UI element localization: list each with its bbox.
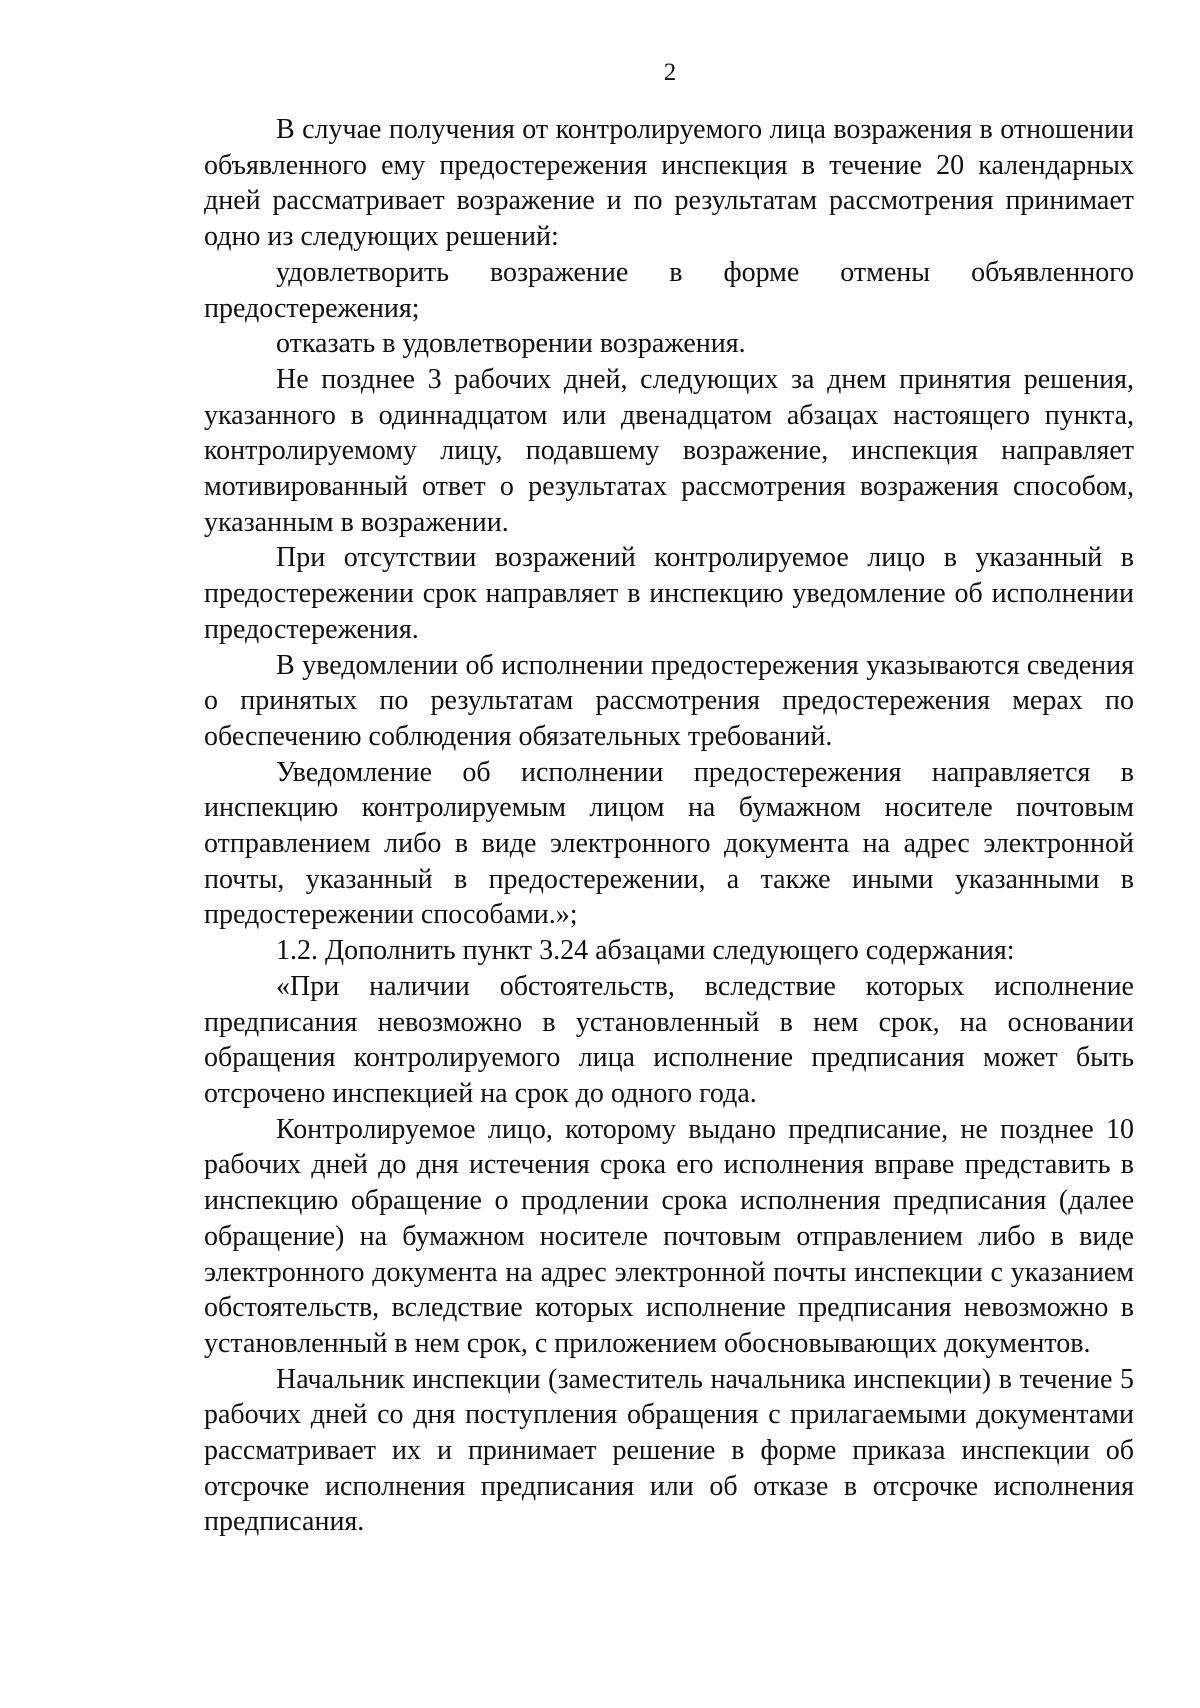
document-body: [204, 112, 1134, 1540]
paragraph-amendment-1-2: 1.2. Дополнить пункт 3.24 абзацами следующего содержания:: [276, 935, 1015, 967]
paragraph-postponement-grounds: «При наличии обстоятельств, вследствие которых исполнение предписания невозможно в установленный в нем срок, на основании обращения контролируемого лица исполнение предписания может быть отсрочено инспекцией на срок до одного года.: [204, 970, 1134, 1109]
paragraph-satisfy-objection: удовлетворить возражение в форме отмены объявленного предостережения;: [204, 256, 1134, 324]
paragraph-refuse-objection: отказать в удовлетворении возражения.: [276, 328, 746, 360]
paragraph-notification-content: В уведомлении об исполнении предостережения указываются сведения о принятых по результатам рассмотрения предостережения мерах по обеспечению соблюдения обязательных требований.: [204, 649, 1134, 752]
paragraph-extension-request: Контролируемое лицо, которому выдано предписание, не позднее 10 рабочих дней до дня истечения срока его исполнения вправе представить в инспекцию обращение о продлении срока исполнения предписания (далее обращение) на бумажном носителе почтовым отправлением либо в виде электронного документа на адрес электронной почты инспекции с указанием обстоятельств, вследствие которых исполнение предписания невозможно в установленный в нем срок, с приложением обосновывающих документов.: [204, 1113, 1134, 1359]
paragraph-no-objections: При отсутствии возражений контролируемое лицо в указанный в предостережении срок направляет в инспекцию уведомление об исполнении предостережения.: [204, 542, 1134, 645]
paragraph-head-decision: Начальник инспекции (заместитель начальника инспекции) в течение 5 рабочих дней со дня поступления обращения с прилагаемыми документами рассматривает их и принимает решение в форме приказа инспекции об отсрочке исполнения предписания или об отказе в отсрочке исполнения предписания.: [204, 1363, 1134, 1538]
page-number: 2: [663, 59, 677, 86]
paragraph-objection-received: В случае получения от контролируемого лица возражения в отношении объявленного ему предостережения инспекция в течение 20 календарных дней рассматривает возражение и по результатам рассмотрения принимает одно из следующих решений:: [204, 114, 1134, 253]
paragraph-response-deadline: Не позднее 3 рабочих дней, следующих за днем принятия решения, указанного в одиннадцатом или двенадцатом абзацах настоящего пункта, контролируемому лицу, подавшему возражение, инспекция направляет мотивированный ответ о результатах рассмотрения возражения способом, указанным в возражении.: [204, 363, 1134, 538]
paragraph-notification-delivery: Уведомление об исполнении предостережения направляется в инспекцию контролируемым лицом на бумажном носителе почтовым отправлением либо в виде электронного документа на адрес электронной почты, указанный в предостережении, а также иными указанными в предостережении способами.»;: [204, 756, 1134, 931]
